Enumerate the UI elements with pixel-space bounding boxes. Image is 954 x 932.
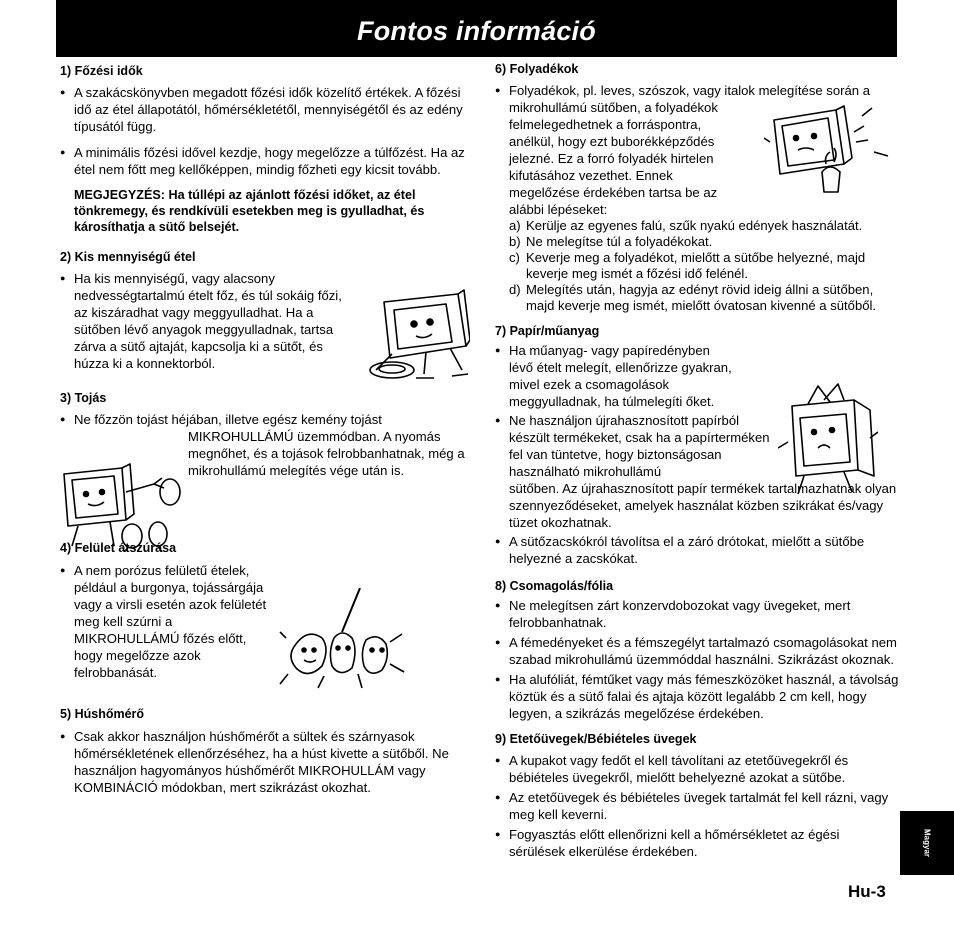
microwave-with-plate-illustration <box>366 288 470 388</box>
section-small-quantity-heading: 2) Kis mennyiségű étel <box>60 250 196 264</box>
liquids-step-d: d) Melegítés után, hagyja az edényt rövid ideig állni a sütőben, majd keverje meg ismét, mielőtt óvatosan kivenné a sütőből. <box>509 282 877 313</box>
language-tab <box>900 811 954 875</box>
bullet-packaging-foil-1: ● Ne melegítsen zárt konzervdobozokat vagy üvegeket, mert felrobbanhatnak. <box>495 597 899 631</box>
liquids-step-c: c) Keverje meg a folyadékot, mielőtt a sütőbe helyezné, majd keverje meg ismét a főzési idő felénél. <box>509 250 866 281</box>
bullet-baby-bottles-2: ● Az etetőüvegek és bébiételes üvegek tartalmát fel kell rázni, vagy meg kell keverni. <box>495 789 899 823</box>
section-cooking-times-heading: 1) Főzési idők <box>60 64 143 78</box>
bullet-cooking-times-2: ● A minimális főzési idővel kezdje, hogy megelőzze a túlfőzést. Ha az étel nem főtt meg kellőképpen, mindig főzheti egy kicsit tovább. <box>60 144 480 178</box>
bullet-baby-bottles-1: ● A kupakot vagy fedőt el kell távolítani az etetőüvegekről és bébiételes üvegekről, mielőtt behelyezné azokat a sütőbe. <box>495 752 899 786</box>
page-number: Hu-3 <box>848 882 886 901</box>
bullet-cooking-times-1: ● A szakácskönyvben megadott főzési idők közelítő értékek. A főzési idő az étel állapotától, hőmérsékletétől, mennyiségétől és az edény típusától függ. <box>60 84 480 135</box>
bullet-liquids-1-rest: mikrohullámú sütőben, a folyadékok felmelegedhetnek a forráspontra, anélkül, hogy ezt buborékképződés jelezné. Ez a forró folyadék hirtelen kifutásához vezethet. Ennek megelőzése érdekében tartsa be az alábbi lépéseket: <box>509 100 718 217</box>
page-title: Fontos információ <box>357 16 596 46</box>
bullet-baby-bottles-3: ● Fogyasztás előtt ellenőrizni kell a hőmérsékletet az égési sérülések elkerülése érdekében. <box>495 826 899 860</box>
section-liquids-heading: 6) Folyadékok <box>495 62 579 76</box>
bullet-packaging-foil-2: ● A fémedényeket és a fémszegélyt tartalmazó csomagolásokat nem szabad mikrohullámú üzemmóddal használni. Szikrázást okoznak. <box>495 634 899 668</box>
bullet-paper-plastic-2-first: ● Ne használjon újrahasznosított papírból készült termékeket, csak ha a papírterméken fel van tüntetve, hogy biztonságosan használható mikrohullámú <box>495 412 780 480</box>
bullet-eggs-1-first: ● Ne főzzön tojást héjában, illetve egész kemény tojást <box>60 411 480 428</box>
bullet-small-quantity-1: ● Ha kis mennyiségű, vagy alacsony nedvességtartalmú ételt főz, és túl sokáig főzi, az kiszáradhat vagy meggyulladhat. Ha a sütőben lévő anyagok meggyulladnak, tartsa zárva a sütő ajtaját, kapcsolja ki a sütőt, és húzza ki a konnektorból. <box>60 270 352 372</box>
note-cooking-times: MEGJEGYZÉS: Ha túllépi az ajánlott főzési időket, az étel tönkremegy, és rendkívüli esetekben meg is gyulladhat, és károsíthatja a sütő belsejét. <box>74 188 425 234</box>
microwave-with-egg-illustration <box>58 462 186 552</box>
bullet-paper-plastic-2-rest: sütőben. Az újrahasznosított papír termékek tartalmazhatnak olyan szennyeződéseket, amelyek használat közben szikrákat és/vagy tüzet okozhatnak. <box>509 481 897 530</box>
exploding-food-illustration <box>278 588 408 692</box>
title-bar <box>56 0 897 57</box>
paper-bag-on-fire-illustration <box>778 382 878 498</box>
bullet-paper-plastic-1: ● Ha műanyag- vagy papíredényben lévő ételt melegít, ellenőrizze gyakran, mivel ezek a csomagolások meggyulladnak, ha túlmelegíti őket. <box>495 342 735 410</box>
bullet-paper-plastic-3: ● A sütőzacskókról távolítsa el a záró drótokat, mielőtt a sütőbe helyezné a zacskókat. <box>495 533 899 567</box>
section-eggs-heading: 3) Tojás <box>60 391 107 405</box>
section-piercing-heading: 4) Felület átszúrása <box>60 541 177 555</box>
liquids-step-b: b) Ne melegítse túl a folyadékokat. <box>509 234 713 249</box>
section-paper-plastic-heading: 7) Papír/műanyag <box>495 324 600 338</box>
section-baby-bottles-heading: 9) Etetőüvegek/Bébiételes üvegek <box>495 732 697 746</box>
bullet-piercing-1: ● A nem porózus felületű ételek, például a burgonya, tojássárgája vagy a virsli esetén azok felületét meg kell szúrni a MIKROHULLÁMÚ főzés előtt, hogy megelőzze azok felrobbanását. <box>60 562 270 681</box>
section-meat-thermometer-heading: 5) Húshőmérő <box>60 707 145 721</box>
bullet-eggs-1-rest: MIKROHULLÁMÚ üzemmódban. A nyomás megnőhet, és a tojások felrobbanhatnak, még a mikrohullámú melegítés vége után is. <box>188 429 465 478</box>
liquids-step-a: a) Kerülje az egyenes falú, szűk nyakú edények használatát. <box>509 218 863 233</box>
bullet-meat-thermometer-1: ● Csak akkor használjon húshőmérőt a sültek és szárnyasok hőmérsékletének ellenőrzéséhez, ha a húst kivette a sütőből. Ne használjon hagyományos húshőmérőt MIKROHULLÁM vagy KOMBINÁCIÓ módokban, mert szikrázást okozhat. <box>60 728 480 796</box>
left-column <box>60 63 480 796</box>
language-tab-label: Magyar <box>922 828 932 858</box>
microwave-boiling-over-illustration <box>764 102 892 196</box>
bullet-packaging-foil-3: ● Ha alufóliát, fémtűket vagy más fémeszközöket használ, a távolság köztük és a sütő falai és ajtaja között legalább 2 cm kell, hogy legyen, a szikrázás megelőzése érdekében. <box>495 671 899 722</box>
bullet-liquids-1-first: ● Folyadékok, pl. leves, szószok, vagy italok melegítése során a <box>495 82 899 99</box>
section-packaging-foil-heading: 8) Csomagolás/fólia <box>495 579 614 593</box>
